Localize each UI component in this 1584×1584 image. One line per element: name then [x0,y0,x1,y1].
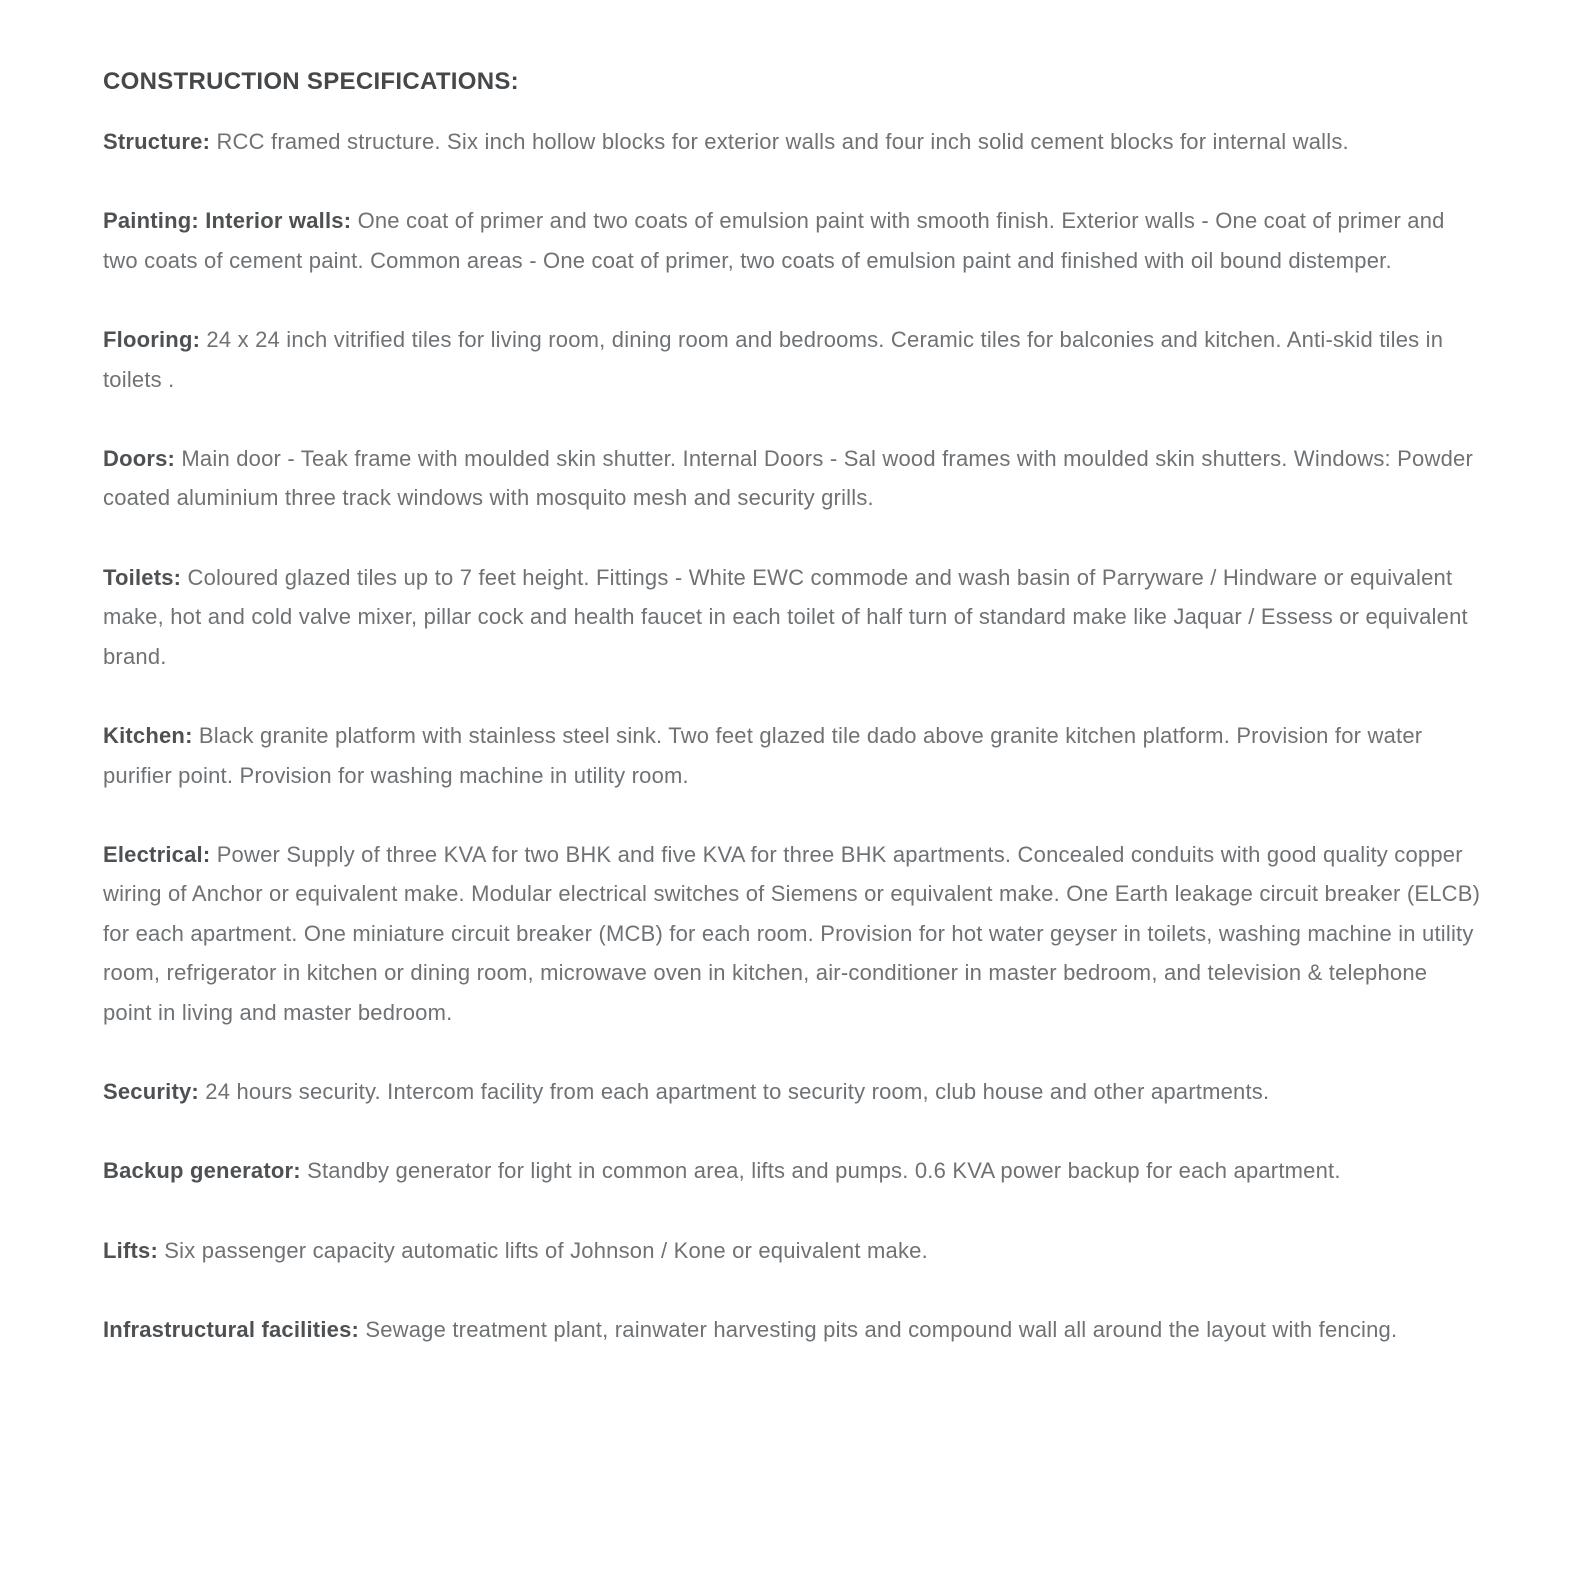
spec-paragraph-doors [103,439,1481,518]
spec-text-doors: Main door - Teak frame with moulded skin shutter. Internal Doors - Sal wood frames with moulded skin shutters. Windows: Powder coated aluminium three track windows with mosquito mesh and security grills. [103,445,1473,511]
spec-paragraph-infrastructural-facilities [103,1310,1481,1350]
spec-paragraph-security [103,1072,1481,1112]
spec-text-painting: One coat of primer and two coats of emulsion paint with smooth finish. Exterior walls - One coat of primer and two coats of cement paint. Common areas - One coat of primer, two coats of emulsion paint and finished with oil bound distemper. [103,208,1445,273]
spec-paragraph-structure [103,122,1481,162]
spec-paragraph-backup-generator [103,1151,1481,1191]
spec-text-toilets: Coloured glazed tiles up to 7 feet height. Fittings - White EWC commode and wash basin of Parryware / Hindware or equivalent make, hot and cold valve mixer, pillar cock and health faucet in each toilet of half turn of standard make like Jaquar / Essess or equivalent brand. [103,564,1468,669]
spec-text-lifts: Six passenger capacity automatic lifts of Johnson / Kone or equivalent make. [164,1237,928,1263]
spec-label-structure: Structure: [103,129,211,154]
spec-label-security: Security: [103,1079,199,1105]
page-title: CONSTRUCTION SPECIFICATIONS: [103,68,519,95]
spec-text-security: 24 hours security. Intercom facility from each apartment to security room, club house and other apartments. [205,1079,1270,1105]
spec-label-backup-generator: Backup generator: [103,1158,301,1184]
spec-label-painting: Painting: Interior walls: [103,208,352,234]
spec-text-backup-generator: Standby generator for light in common area, lifts and pumps. 0.6 KVA power backup for each apartment. [307,1158,1341,1184]
spec-paragraph-lifts [103,1231,1481,1271]
spec-label-electrical: Electrical: [103,841,211,867]
spec-label-doors: Doors: [103,445,176,471]
spec-text-structure: RCC framed structure. Six inch hollow blocks for exterior walls and four inch solid cement blocks for internal walls. [216,129,1349,154]
spec-text-flooring: 24 x 24 inch vitrified tiles for living room, dining room and bedrooms. Ceramic tiles for balconies and kitchen. Anti-skid tiles in toilets . [103,326,1444,392]
spec-paragraph-electrical [103,835,1481,1033]
spec-paragraph-toilets [103,558,1481,677]
spec-label-kitchen: Kitchen: [103,722,193,748]
spec-paragraph-kitchen [103,716,1481,795]
spec-text-infrastructural-facilities: Sewage treatment plant, rainwater harvesting pits and compound wall all around the layout with fencing. [365,1316,1398,1342]
spec-label-flooring: Flooring: [103,326,201,352]
spec-text-kitchen: Black granite platform with stainless steel sink. Two feet glazed tile dado above granite kitchen platform. Provision for water purifier point. Provision for washing machine in utility room. [103,722,1423,788]
spec-label-lifts: Lifts: [103,1237,158,1263]
spec-label-toilets: Toilets: [103,564,182,590]
spec-paragraph-painting [103,201,1481,280]
spec-text-electrical: Power Supply of three KVA for two BHK and five KVA for three BHK apartments. Concealed conduits with good quality copper wiring of Anchor or equivalent make. Modular electrical switches of Siemens or equivalent make. One Earth leakage circuit breaker (ELCB) for each apartment. One miniature circuit breaker (MCB) for each room. Provision for hot water geyser in toilets, washing machine in utility room, refrigerator in kitchen or dining room, microwave oven in kitchen, air-conditioner in master bedroom, and television & telephone point in living and master bedroom. [103,841,1481,1026]
spec-paragraph-flooring [103,320,1481,399]
spec-label-infrastructural-facilities: Infrastructural facilities: [103,1316,360,1342]
